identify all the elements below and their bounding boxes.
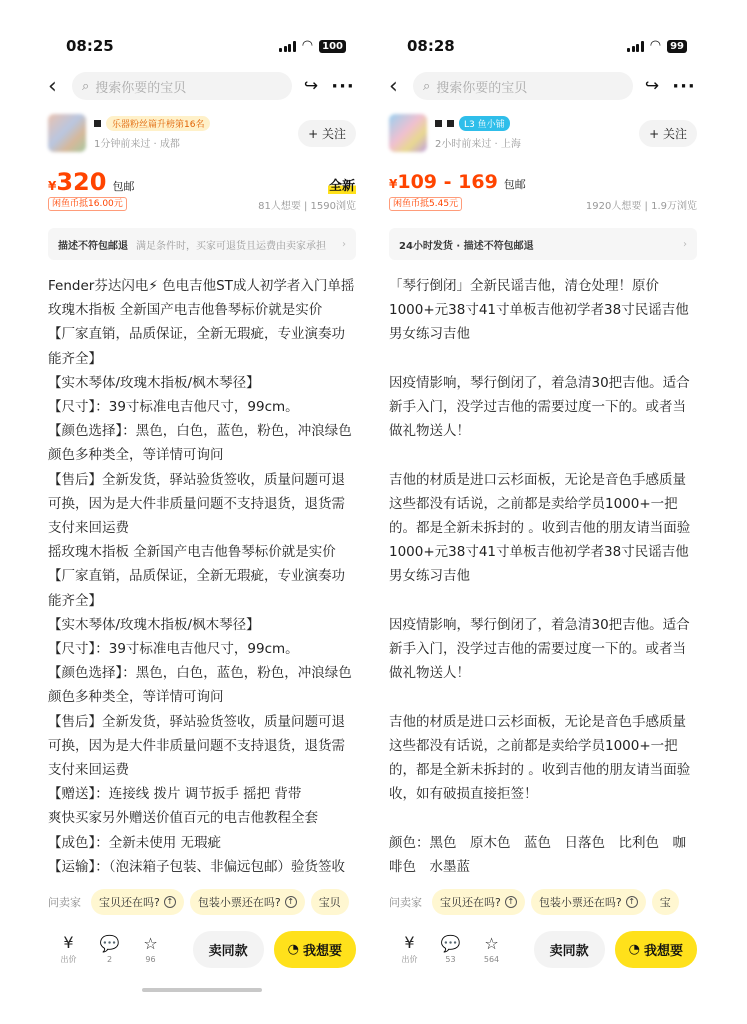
- follow-button[interactable]: + 关注: [298, 120, 356, 147]
- arrow-up-icon: ↑: [164, 896, 176, 908]
- status-bar: [36, 28, 366, 64]
- shipping-label: 包邮: [503, 178, 526, 191]
- search-placeholder: 搜索你要的宝贝: [95, 80, 187, 96]
- price-bar: [377, 160, 707, 194]
- desc-line: 【运输】：（泡沫箱子包装、非偏远包邮）验货签收: [48, 858, 345, 875]
- favorite-button[interactable]: [471, 935, 512, 964]
- star-icon: ☆: [484, 933, 499, 953]
- arrow-up-icon: ↑: [626, 896, 638, 908]
- yen-icon: ¥: [404, 932, 415, 952]
- offer-button[interactable]: ¥ 出价: [401, 932, 418, 964]
- search-input[interactable]: [72, 72, 292, 100]
- avatar[interactable]: [48, 114, 86, 152]
- follow-button[interactable]: + 关注: [639, 120, 697, 147]
- want-button[interactable]: ◔ 我想要: [274, 931, 356, 968]
- price-bar: [36, 160, 366, 194]
- desc-line: 【厂家直销，品质保证，全新无瑕疵，专业演奏功能齐全】: [48, 568, 345, 609]
- search-input[interactable]: [413, 72, 633, 100]
- listing-screen-right: [377, 28, 707, 998]
- notice-title: 描述不符包邮退: [58, 240, 128, 252]
- desc-line: [389, 806, 697, 830]
- shipping-label: 包邮: [112, 180, 135, 193]
- quick-question-chip[interactable]: 宝: [652, 889, 679, 915]
- desc-line: 【尺寸】：39寸标准电吉他尺寸，99cm。: [48, 399, 299, 416]
- desc-line: 摇玫瑰木指板 全新国产电吉他鲁琴标价就是实价: [48, 544, 336, 561]
- desc-line: 吉他的材质是进口云杉面板，无论是音色手感质量这些都没有话说，之前都是卖给学员1000+一把的。都是全新未拆封的 。收到吉他的朋友请当面验1000+元38寸41寸单板吉他初学者38寸民谣吉他男女练习吉他: [389, 471, 691, 585]
- quick-question-chip[interactable]: 宝贝: [311, 889, 349, 915]
- clock: 08:25: [66, 37, 114, 55]
- desc-line: 【实木琴体/玫瑰木指板/枫木琴径】: [48, 374, 260, 391]
- wifi-icon: ◠: [301, 38, 314, 53]
- desc-line: [389, 347, 697, 371]
- star-icon: ☆: [143, 933, 158, 953]
- favorite-count: 564: [483, 954, 500, 964]
- back-icon[interactable]: ‹: [389, 73, 398, 99]
- desc-line: 【实木琴体/玫瑰木指板/枫木琴径】: [48, 616, 260, 633]
- bottom-action-bar: [36, 928, 366, 970]
- more-icon[interactable]: ···: [672, 75, 696, 97]
- desc-line: [389, 589, 697, 613]
- desc-line: 因疫情影响，琴行倒闭了，着急清30把吉他。适合新手入门，没学过吉他的需要过度一下的。或者当做礼物送人！: [389, 374, 690, 440]
- desc-line: 因疫情影响，琴行倒闭了，着急清30把吉他。适合新手入门，没学过吉他的需要过度一下的。或者当做礼物送人！: [389, 616, 690, 682]
- desc-line: 【售后】全新发货，驿站验货签收，质量问题可退可换，因为是大件非质量问题不支持退货，退货需支付来回运费: [48, 713, 345, 779]
- want-view-stats: 1920人想要 | 1.9万浏览: [585, 200, 697, 212]
- comments-button[interactable]: [430, 935, 471, 964]
- bottom-action-bar: [377, 928, 707, 970]
- battery-icon: 99: [667, 40, 687, 53]
- favorite-button[interactable]: [130, 935, 171, 964]
- comment-count: 2: [106, 954, 113, 964]
- chevron-right-icon: ›: [342, 238, 346, 250]
- desc-line: 【售后】全新发货，驿站验货签收，质量问题可退可换，因为是大件非质量问题不支持退货，退货需支付来回运费: [48, 471, 345, 537]
- status-bar: [377, 28, 707, 64]
- home-indicator: [142, 988, 262, 992]
- desc-line: 【成色】：全新未使用 无瑕疵: [48, 834, 222, 851]
- level-badge: L3 鱼小铺: [459, 116, 510, 131]
- chevron-right-icon: ›: [683, 238, 687, 250]
- price-amount: 320: [56, 168, 107, 196]
- rank-badge[interactable]: 乐器粉丝篇升榜第16名: [106, 116, 210, 131]
- ask-seller-bar: [377, 886, 707, 918]
- quick-question-chip[interactable]: 宝贝还在吗? ↑: [91, 889, 184, 915]
- condition-tag: 全新: [328, 175, 356, 194]
- share-icon[interactable]: ↪: [303, 76, 319, 96]
- last-seen: 2小时前来过 · 上海: [435, 139, 521, 150]
- desc-line: 【赠送】：连接线 拨片 调节扳手 摇把 背带: [48, 786, 302, 803]
- arrow-up-icon: ↑: [285, 896, 297, 908]
- sell-same-button[interactable]: 卖同款: [534, 931, 605, 968]
- back-icon[interactable]: ‹: [48, 73, 57, 99]
- service-notice[interactable]: [48, 228, 356, 260]
- ask-seller-label: 问卖家: [389, 896, 422, 909]
- seller-row: [377, 106, 707, 160]
- battery-icon: 100: [319, 40, 346, 53]
- search-placeholder: 搜索你要的宝贝: [436, 80, 528, 96]
- top-nav: [36, 66, 366, 106]
- search-icon: ⌕: [423, 78, 431, 94]
- seller-row: [36, 106, 366, 160]
- desc-line: 【厂家直销，品质保证，全新无瑕疵，专业演奏功能齐全】: [48, 326, 345, 367]
- want-view-stats: 81人想要 | 1590浏览: [258, 200, 356, 212]
- more-icon[interactable]: ···: [331, 75, 355, 97]
- top-nav: [377, 66, 707, 106]
- service-notice[interactable]: [389, 228, 697, 260]
- price: ¥ 109 - 169 包邮: [389, 171, 526, 193]
- notice-title: 24小时发货 · 描述不符包邮退: [399, 240, 534, 252]
- share-icon[interactable]: ↪: [644, 76, 660, 96]
- chat-icon: ◔: [628, 941, 640, 957]
- description: [36, 260, 366, 880]
- desc-line: Fender芬达闪电⚡ 色电吉他ST成人初学者入门单摇玫瑰木指板 全新国产电吉他鲁琴标价就是实价: [48, 278, 355, 319]
- yen-icon: ¥: [63, 932, 74, 952]
- desc-line: 爽快买家另外赠送价值百元的电吉他教程全套: [48, 810, 318, 827]
- price: ¥ 320 包邮: [48, 168, 135, 196]
- favorite-count: 96: [145, 954, 156, 964]
- ask-seller-bar: [36, 886, 366, 918]
- notice-text: 满足条件时，买家可退货且运费由卖家承担: [136, 240, 326, 252]
- coin-discount-badge: 闲鱼币抵5.45元: [389, 197, 462, 211]
- desc-line: 【颜色选择】：黑色，白色，蓝色，粉色，冲浪绿色颜色多种类全，等详情可询问: [48, 423, 352, 464]
- signal-icon: [627, 41, 644, 52]
- price-amount: 109 - 169: [397, 171, 498, 193]
- desc-line: 颜色：黑色 原木色 蓝色 日落色 比利色 咖啡色 水墨蓝: [389, 834, 686, 875]
- coin-discount-badge: 闲鱼币抵16.00元: [48, 197, 127, 211]
- avatar[interactable]: [389, 114, 427, 152]
- desc-line: 【颜色选择】：黑色，白色，蓝色，粉色，冲浪绿色颜色多种类全，等详情可询问: [48, 665, 352, 706]
- comments-button[interactable]: [89, 935, 130, 964]
- comment-icon: 💬: [440, 933, 461, 953]
- desc-line: [389, 443, 697, 467]
- wifi-icon: ◠: [649, 38, 662, 53]
- last-seen: 1分钟前来过 · 成都: [94, 139, 180, 150]
- want-button[interactable]: ◔ 我想要: [615, 931, 697, 968]
- comment-count: 53: [445, 954, 456, 964]
- quick-question-chip[interactable]: 宝贝还在吗? ↑: [432, 889, 525, 915]
- description: [377, 260, 707, 880]
- arrow-up-icon: ↑: [505, 896, 517, 908]
- ask-seller-label: 问卖家: [48, 896, 81, 909]
- desc-line: [389, 685, 697, 709]
- chat-icon: ◔: [287, 941, 299, 957]
- clock: 08:28: [407, 37, 455, 55]
- quick-question-chip[interactable]: 包装小票还在吗? ↑: [190, 889, 305, 915]
- search-icon: ⌕: [82, 78, 90, 94]
- seller-name: [435, 116, 631, 131]
- offer-button[interactable]: ¥ 出价: [60, 932, 77, 964]
- desc-line: 吉他的材质是进口云杉面板，无论是音色手感质量这些都没有话说，之前都是卖给学员1000+一把的，都是全新未拆封的 。收到吉他的朋友请当面验收，如有破损直接拒签！: [389, 713, 691, 803]
- listing-screen-left: [36, 28, 366, 998]
- signal-icon: [279, 41, 296, 52]
- desc-line: 「琴行倒闭」全新民谣吉他，清仓处理！原价1000+元38寸41寸单板吉他初学者38寸民谣吉他男女练习吉他: [389, 278, 689, 343]
- seller-name: [94, 116, 290, 131]
- comment-icon: 💬: [99, 933, 120, 953]
- sell-same-button[interactable]: 卖同款: [193, 931, 264, 968]
- desc-line: 【尺寸】：39寸标准电吉他尺寸，99cm。: [48, 641, 299, 658]
- quick-question-chip[interactable]: 包装小票还在吗? ↑: [531, 889, 646, 915]
